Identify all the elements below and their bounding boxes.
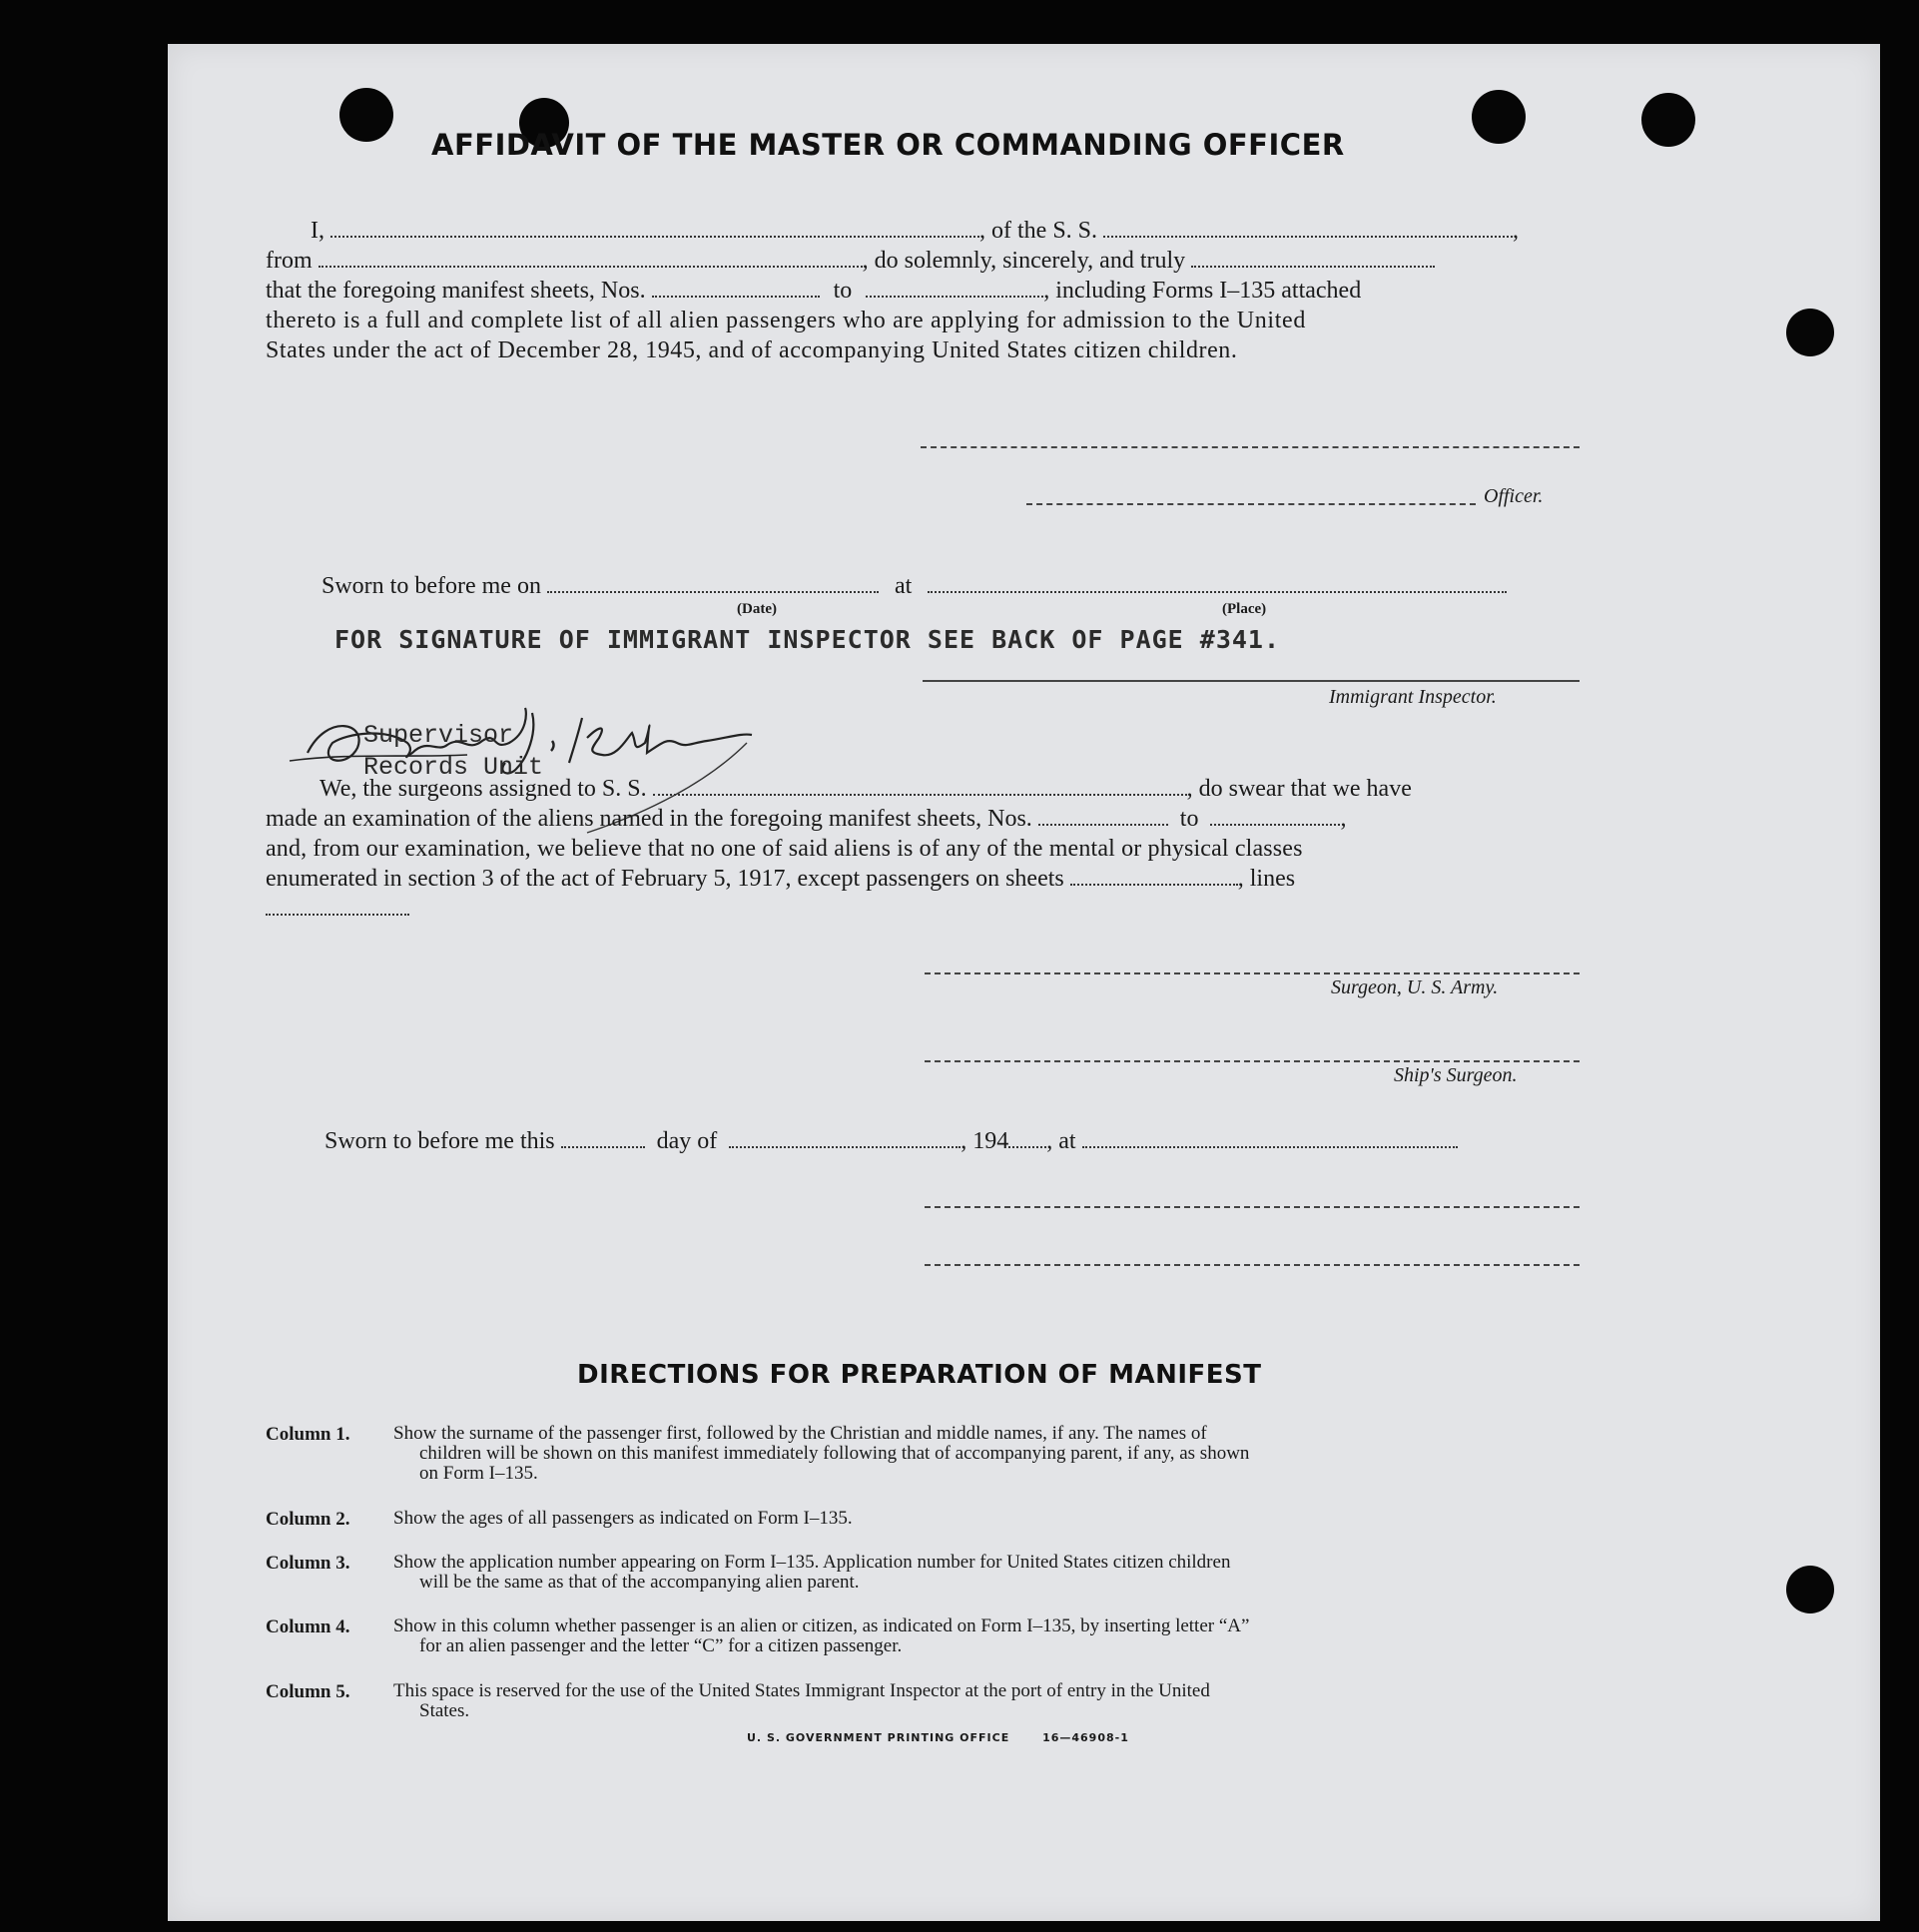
sworn-this-day-line: Sworn to before me this day of , 194 , at <box>324 1126 1458 1156</box>
printer-imprint: U. S. GOVERNMENT PRINTING OFFICE 16—46908-1 <box>747 1731 1129 1744</box>
master-affidavit-line-4: thereto is a full and complete list of all alien passengers who are applying for admission to the United <box>266 308 1307 333</box>
sworn-month-blank[interactable] <box>729 1126 960 1148</box>
direction-column-label: Column 1. <box>266 1424 350 1445</box>
stamp-line-records-unit: Records Unit <box>363 753 544 782</box>
ship-name-blank[interactable] <box>1103 216 1513 238</box>
ships-surgeon-signature-line[interactable] <box>925 1060 1580 1062</box>
direction-text-line: States. <box>419 1700 470 1721</box>
punch-hole <box>1786 1566 1834 1613</box>
master-affidavit-line-3: that the foregoing manifest sheets, Nos. to , including Forms I–135 attached <box>266 278 1362 304</box>
form-page <box>168 44 1880 1921</box>
surgeons-line-2: made an examination of the aliens named in the foregoing manifest sheets, Nos. to , <box>266 806 1347 832</box>
sworn-date-blank[interactable] <box>547 571 879 593</box>
affidavit-title: AFFIDAVIT OF THE MASTER OR COMMANDING OFFICER <box>431 128 1345 162</box>
sworn-day-blank[interactable] <box>561 1126 645 1148</box>
immigrant-inspector-line[interactable] <box>923 680 1580 682</box>
manifest-to-blank[interactable] <box>866 276 1043 298</box>
swear-blank[interactable] <box>1191 246 1435 268</box>
directions-title: DIRECTIONS FOR PREPARATION OF MANIFEST <box>577 1360 1262 1390</box>
army-surgeon-signature-line[interactable] <box>925 972 1580 974</box>
master-name-blank[interactable] <box>330 216 979 238</box>
ships-surgeon-label: Ship's Surgeon. <box>1394 1064 1518 1086</box>
except-sheets-blank[interactable] <box>1070 864 1238 886</box>
officer-signature-line[interactable] <box>921 446 1580 448</box>
punch-hole <box>1641 93 1695 147</box>
master-affidavit-line-5: States under the act of December 28, 1945, and of accompanying United States citizen children. <box>266 337 1238 363</box>
master-affidavit-line-2: from , do solemnly, sincerely, and truly <box>266 246 1435 276</box>
manifest-from-blank[interactable] <box>652 276 820 298</box>
direction-text-line: This space is reserved for the use of the United States Immigrant Inspector at the port of entry in the United <box>393 1680 1210 1701</box>
surgeons-sheets-from-blank[interactable] <box>1038 804 1168 826</box>
direction-text-line: Show in this column whether passenger is an alien or citizen, as indicated on Form I–135, by inserting letter “A” <box>393 1615 1250 1636</box>
direction-text-line: Show the application number appearing on Form I–135. Application number for United States citizen children <box>393 1552 1231 1573</box>
surgeon-army-label: Surgeon, U. S. Army. <box>1331 976 1499 998</box>
officer-title-line[interactable] <box>1026 503 1476 505</box>
direction-text-line: will be the same as that of the accompanying alien parent. <box>419 1572 860 1593</box>
direction-text-line: Show the surname of the passenger first, followed by the Christian and middle names, if any. The names of <box>393 1423 1207 1444</box>
surgeons-line-4: enumerated in section 3 of the act of February 5, 1917, except passengers on sheets , lines <box>266 866 1296 892</box>
except-lines-blank[interactable] <box>266 894 409 916</box>
surgeons-ship-blank[interactable] <box>653 774 1187 796</box>
punch-hole <box>1786 309 1834 356</box>
immigrant-inspector-label: Immigrant Inspector. <box>1329 686 1497 708</box>
surgeons-sheets-to-blank[interactable] <box>1210 804 1340 826</box>
sworn-on-line: Sworn to before me on at <box>321 571 1507 601</box>
official-title-line[interactable] <box>925 1264 1580 1266</box>
place-caption: (Place) <box>1222 601 1267 617</box>
surgeons-line-1: We, the surgeons assigned to S. S. , do swear that we have <box>320 776 1412 802</box>
direction-column-label: Column 2. <box>266 1509 350 1530</box>
direction-text-line: children will be shown on this manifest immediately following that of accompanying parent, if any, as shown <box>419 1443 1250 1464</box>
direction-column-label: Column 3. <box>266 1553 350 1574</box>
direction-text-line: Show the ages of all passengers as indicated on Form I–135. <box>393 1508 853 1529</box>
direction-text-line: for an alien passenger and the letter “C” for a citizen passenger. <box>419 1635 903 1656</box>
sworn-at-blank[interactable] <box>1082 1126 1458 1148</box>
direction-column-label: Column 4. <box>266 1616 350 1637</box>
punch-hole <box>1472 90 1526 144</box>
direction-text-line: on Form I–135. <box>419 1463 538 1484</box>
direction-column-label: Column 5. <box>266 1681 350 1702</box>
surgeons-line-3: and, from our examination, we believe that no one of said aliens is of any of the mental or physical classes <box>266 836 1303 862</box>
typed-note: FOR SIGNATURE OF IMMIGRANT INSPECTOR SEE BACK OF PAGE #341. <box>334 625 1281 654</box>
surgeons-line-5 <box>266 894 409 924</box>
master-affidavit-line-1: I, , of the S. S. , <box>311 218 1520 244</box>
officer-label: Officer. <box>1484 485 1544 507</box>
stamp-line-supervisor: Supervisor <box>363 721 514 750</box>
sworn-place-blank[interactable] <box>928 571 1507 593</box>
sworn-year-blank[interactable] <box>1008 1126 1046 1148</box>
from-port-blank[interactable] <box>319 246 863 268</box>
date-caption: (Date) <box>737 601 777 617</box>
punch-hole <box>339 88 393 142</box>
official-signature-line[interactable] <box>925 1206 1580 1208</box>
